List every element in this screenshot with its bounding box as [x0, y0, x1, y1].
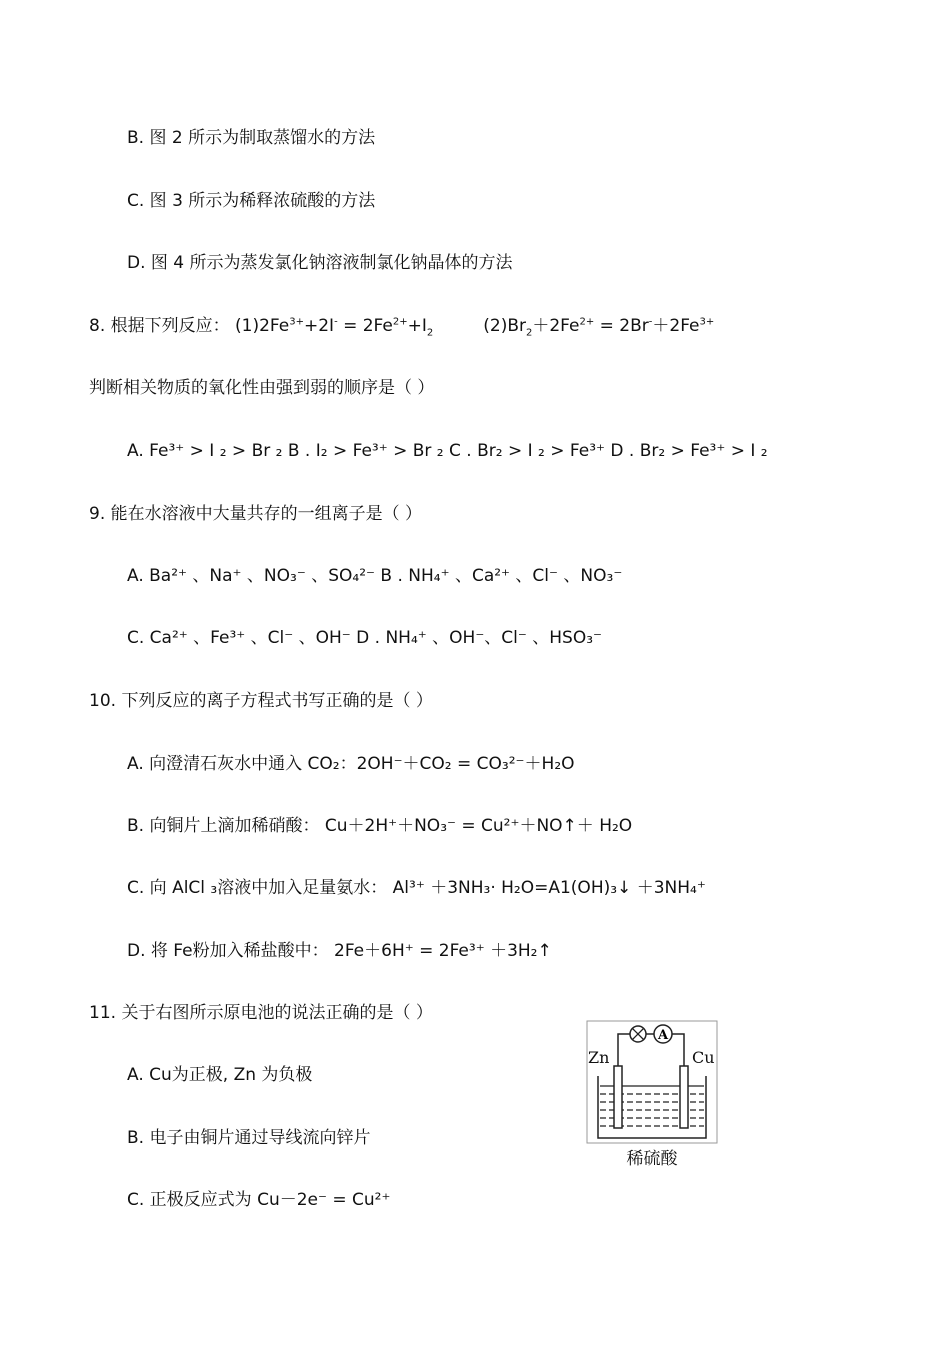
q10-option-c: C. 向 AlCl ₃溶液中加入足量氨水： Al³⁺ ＋3NH₃· H₂O=A1(OH)₃↓ ＋3NH₄⁺ [127, 878, 706, 898]
q9-options-ab: A. Ba²⁺ 、Na⁺ 、NO₃⁻ 、SO₄²⁻ B . NH₄⁺ 、Ca²⁺ 、Cl⁻ 、NO₃⁻ [127, 566, 623, 586]
zn-label: Zn [588, 1048, 610, 1067]
figure-frame [587, 1021, 717, 1143]
q10-option-d: D. 将 Fe粉加入稀盐酸中： 2Fe＋6H⁺ = 2Fe³⁺ ＋3H₂↑ [127, 941, 552, 961]
cu-label: Cu [692, 1048, 715, 1067]
q11-option-a: A. Cu为正极, Zn 为负极 [127, 1065, 313, 1085]
wire-left [618, 1034, 630, 1068]
q9-options-cd: C. Ca²⁺ 、Fe³⁺ 、Cl⁻ 、OH⁻ D . NH₄⁺ 、OH⁻、Cl⁻ 、HSO₃⁻ [127, 628, 603, 648]
q10-option-a: A. 向澄清石灰水中通入 CO₂：2OH⁻＋CO₂ = CO₃²⁻＋H₂O [127, 754, 575, 774]
ammeter-label: A [657, 1028, 669, 1043]
q11-option-c: C. 正极反应式为 Cu－2e⁻ = Cu²⁺ [127, 1190, 391, 1210]
wire-right [672, 1034, 684, 1068]
q8-options: A. Fe³⁺ > I ₂ > Br ₂ B . I₂ > Fe³⁺ > Br ₂ C . Br₂ > I ₂ > Fe³⁺ D . Br₂ > Fe³⁺ > I ₂ [127, 441, 768, 461]
q11-stem: 11. 关于右图所示原电池的说法正确的是（ ） [89, 1003, 433, 1023]
figure-caption: 稀硫酸 [626, 1149, 678, 1169]
q8-stem-2: 判断相关物质的氧化性由强到弱的顺序是（ ） [89, 378, 435, 398]
q7-option-c: C. 图 3 所示为稀释浓硫酸的方法 [127, 191, 376, 211]
galvanic-cell-figure [586, 1020, 718, 1169]
q7-option-d: D. 图 4 所示为蒸发氯化钠溶液制氯化钠晶体的方法 [127, 253, 513, 273]
q11-option-b: B. 电子由铜片通过导线流向锌片 [127, 1128, 371, 1148]
q9-stem: 9. 能在水溶液中大量共存的一组离子是（ ） [89, 504, 423, 524]
zn-electrode [614, 1066, 622, 1128]
q7-option-b: B. 图 2 所示为制取蒸馏水的方法 [127, 128, 376, 148]
galvanic-cell-diagram [586, 1020, 718, 1144]
cu-electrode [680, 1066, 688, 1128]
q8-stem: 8. 根据下列反应： $(1)2Fe^{3+}+2I^- = 2Fe^{2+}+I_2$ $(2)Br_2+2Fe^{2+} = 2Br^-+2Fe^{3+}$ [89, 316, 715, 339]
q10-stem: 10. 下列反应的离子方程式书写正确的是（ ） [89, 691, 433, 711]
q10-option-b: B. 向铜片上滴加稀硝酸： Cu＋2H⁺＋NO₃⁻ = Cu²⁺＋NO↑＋ H₂O [127, 816, 633, 836]
